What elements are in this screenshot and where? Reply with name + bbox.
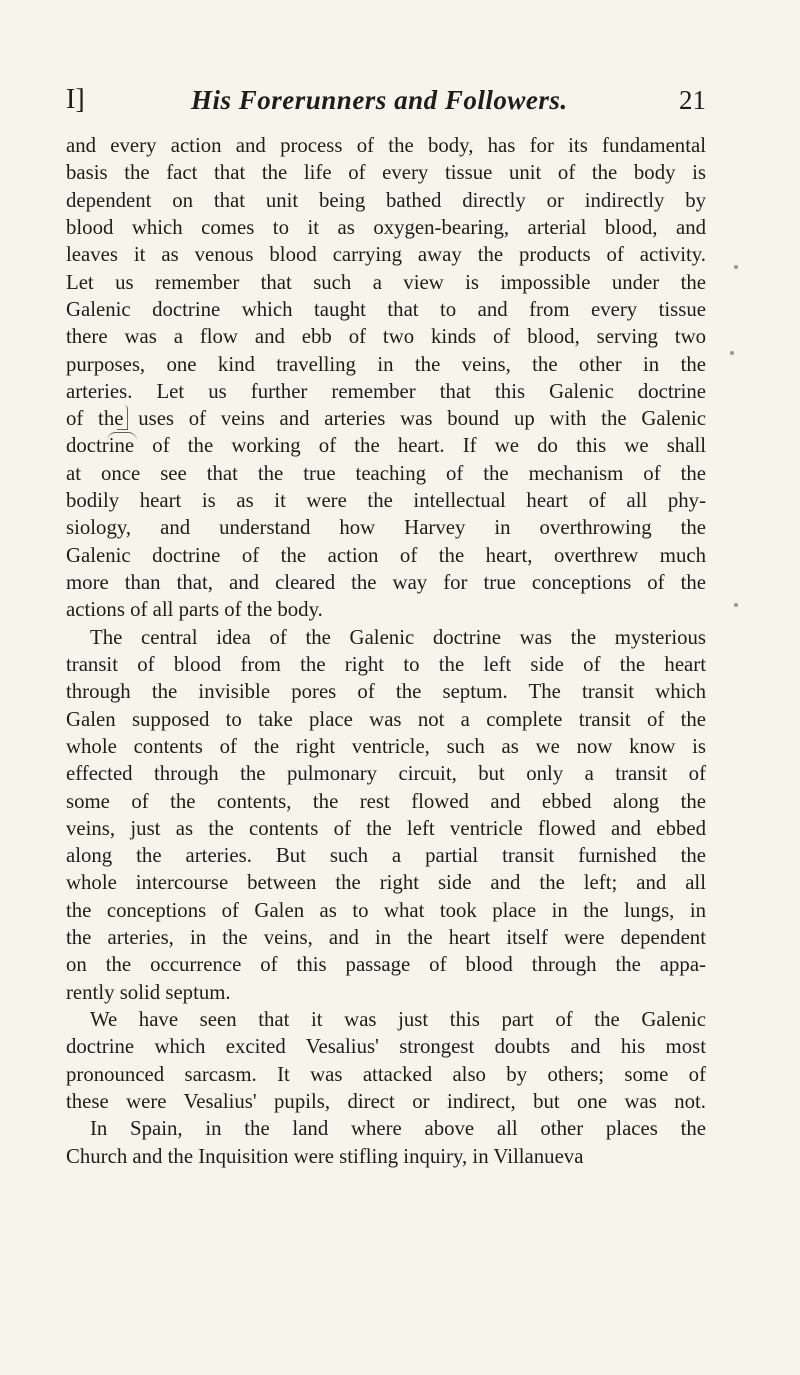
chapter-mark: I] — [66, 84, 85, 115]
running-head — [66, 80, 706, 120]
text-line: rently solid septum. — [66, 980, 231, 1004]
text-line: purposes, one kind travelling in the veins, the other in the — [66, 352, 706, 376]
text-line: whole intercourse between the right side and the left; and all — [66, 871, 706, 895]
text-line: doctrine of the working of the heart. If we do this we shall — [66, 434, 706, 458]
text-line: the conceptions of Galen as to what took place in the lungs, in — [66, 898, 706, 922]
hand-drawn-bracket-mark — [117, 405, 128, 430]
text-line: whole contents of the right ventricle, such as we now know is — [66, 734, 706, 758]
text-line: leaves it as venous blood carrying away the products of activity. — [66, 243, 706, 267]
text-line: pronounced sarcasm. It was attacked also by others; some of — [66, 1062, 706, 1086]
text-line: Galenic doctrine of the action of the heart, overthrew much — [66, 543, 706, 567]
text-line: arteries. Let us further remember that this Galenic doctrine — [66, 379, 706, 403]
text-line: transit of blood from the right to the left side of the heart — [66, 652, 706, 676]
text-line: doctrine which excited Vesalius' strongest doubts and his most — [66, 1035, 706, 1059]
margin-speck — [730, 351, 734, 355]
text-line: Galenic doctrine which taught that to and from every tissue — [66, 297, 706, 321]
text-line: The central idea of the Galenic doctrine was the mysterious — [90, 625, 706, 649]
text-line: and every action and process of the body, has for its fundamental — [66, 134, 706, 157]
text-line: there was a flow and ebb of two kinds of blood, serving two — [66, 325, 706, 349]
margin-speck — [734, 265, 738, 269]
text-line: these were Vesalius' pupils, direct or indirect, but one was not. — [66, 1089, 706, 1113]
text-line: of the uses of veins and arteries was bound up with the Galenic — [66, 407, 706, 431]
text-line: the arteries, in the veins, and in the heart itself were dependent — [66, 926, 706, 950]
text-line: siology, and understand how Harvey in overthrowing the — [66, 516, 706, 540]
text-line: Let us remember that such a view is impossible under the — [66, 270, 706, 294]
text-line: In Spain, in the land where above all other places the — [90, 1117, 706, 1141]
text-line: on the occurrence of this passage of blood through the appa- — [66, 953, 706, 977]
body-text — [66, 132, 706, 1170]
page-number: 21 — [679, 85, 706, 115]
text-line: bodily heart is as it were the intellectual heart of all phy- — [66, 489, 706, 513]
margin-speck — [734, 603, 738, 607]
text-line: Church and the Inquisition were stifling inquiry, in Villanueva — [66, 1144, 584, 1168]
text-line: actions of all parts of the body. — [66, 598, 323, 622]
text-line: at once see that the true teaching of the mechanism of the — [66, 461, 706, 485]
text-line: dependent on that unit being bathed directly or indirectly by — [66, 188, 706, 212]
text-line: We have seen that it was just this part of the Galenic — [90, 1008, 706, 1031]
text-line: through the invisible pores of the septum. The transit which — [66, 680, 706, 704]
text-line: veins, just as the contents of the left ventricle flowed and ebbed — [66, 816, 706, 840]
running-title: His Forerunners and Followers. — [191, 85, 568, 115]
text-line: effected through the pulmonary circuit, but only a transit of — [66, 762, 706, 786]
text-line: basis the fact that the life of every tissue unit of the body is — [66, 161, 706, 185]
text-line: some of the contents, the rest flowed and ebbed along the — [66, 789, 706, 813]
text-line: along the arteries. But such a partial transit furnished the — [66, 844, 706, 868]
hand-drawn-underline-mark — [107, 432, 137, 441]
text-line: more than that, and cleared the way for true conceptions of the — [66, 571, 706, 594]
text-line: Galen supposed to take place was not a complete transit of the — [66, 707, 706, 731]
text-line: blood which comes to it as oxygen-bearing, arterial blood, and — [66, 215, 706, 239]
